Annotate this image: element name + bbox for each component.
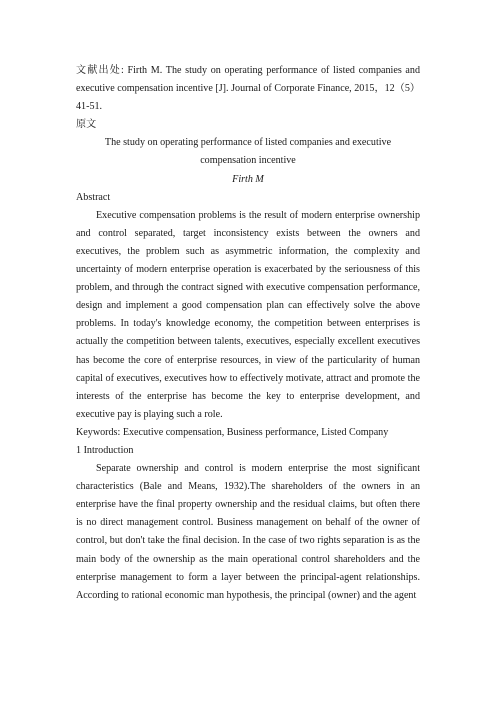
paper-author: Firth M (232, 173, 264, 185)
section-heading: 1 Introduction (76, 444, 134, 456)
citation: 文献出处: Firth M. The study on operating performance of listed companies and executive compensation incentive [J]. Journal of Corporate Finance, 2015，12（5）41-51. (76, 65, 420, 113)
abstract-paragraph: Executive compensation problems is the result of modern enterprise ownership and control separated, target inconsistency exists between the owners and executives, the problem such as asymmetric information, the complexity and uncertainty of modern enterprise operation is exacerbated by the seriousness of this problem, and through the contract signed with executive compensation performance, design and implement a good compensation plan can effectively solve the above problems. In today's knowledge economy, the competition between enterprises is actually the competition between talents, executives, especially excellent executives has become the core of enterprise resources, in view of the particularity of human capital of executives, executives how to effectively motivate, attract and promote the interests of the enterprise has become the key to enterprise development, and executive pay is playing such a role. (76, 209, 420, 420)
original-label: 原文 (76, 119, 97, 131)
paper-title: The study on operating performance of listed companies and executive compensation incentive (104, 137, 392, 167)
page-content (76, 62, 420, 605)
intro-paragraph: Separate ownership and control is modern enterprise the most significant characteristics (Bale and Means, 1932).The shareholders of the owners in an enterprise have the final property ownership and the residual claims, but often there is no direct management control. Business management on behalf of the owner of control, but don't take the final decision. In the case of two rights separation is as the main body of the ownership as the main operational control shareholders and the enterprise management to form a layer between the principal-agent relationships. According to rational economic man hypothesis, the principal (owner) and the agent (76, 463, 420, 601)
abstract-heading: Abstract (76, 191, 111, 203)
keywords: Keywords: Executive compensation, Business performance, Listed Company (76, 426, 389, 438)
